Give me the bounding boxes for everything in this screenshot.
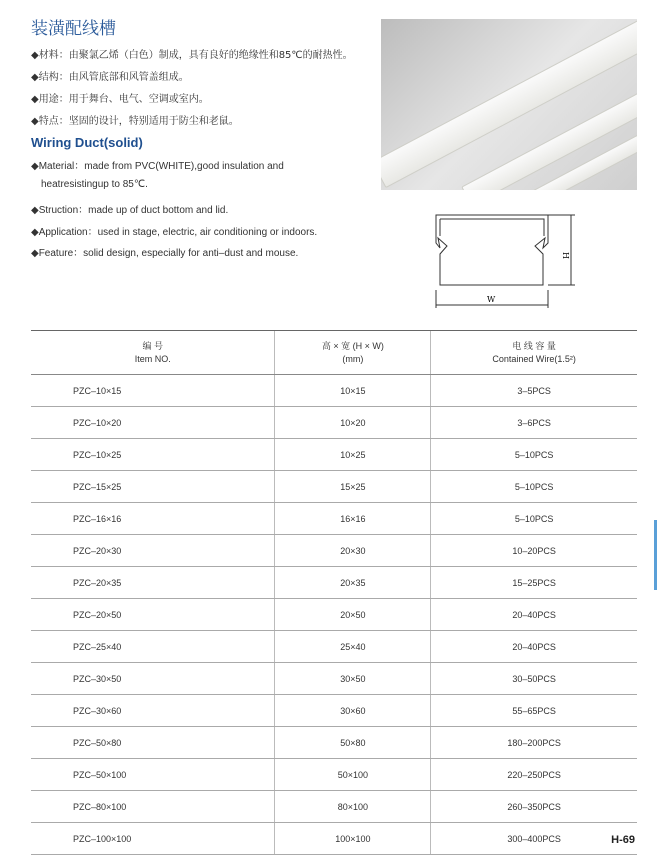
table-row	[31, 759, 637, 791]
cell-item-no: PZC–15×25	[31, 471, 275, 503]
cell-wire: 55–65PCS	[431, 695, 637, 727]
en-feature: ◆Feature：solid design, especially for anti–dust and mouse.	[31, 248, 299, 259]
en-material-cont: heatresistingup to 85℃.	[41, 179, 148, 190]
title-en: Wiring Duct(solid)	[31, 135, 143, 150]
cell-item-no: PZC–20×50	[31, 599, 275, 631]
table-row	[31, 727, 637, 759]
cell-size: 20×35	[275, 567, 431, 599]
header-wire: 电 线 容 量 Contained Wire(1.5²)	[431, 331, 637, 375]
table-row	[31, 407, 637, 439]
cell-wire: 15–25PCS	[431, 567, 637, 599]
table-row	[31, 535, 637, 567]
table-row	[31, 663, 637, 695]
table-row	[31, 599, 637, 631]
cell-size: 10×20	[275, 407, 431, 439]
cell-item-no: PZC–20×35	[31, 567, 275, 599]
cell-wire: 30–50PCS	[431, 663, 637, 695]
cell-item-no: PZC–10×25	[31, 439, 275, 471]
table-row	[31, 567, 637, 599]
cell-size: 20×30	[275, 535, 431, 567]
table-row	[31, 471, 637, 503]
page-number: H-69	[611, 834, 635, 846]
cell-item-no: PZC–50×100	[31, 759, 275, 791]
cell-wire: 5–10PCS	[431, 503, 637, 535]
cell-wire: 5–10PCS	[431, 439, 637, 471]
table-row	[31, 631, 637, 663]
cell-item-no: PZC–80×100	[31, 791, 275, 823]
cn-material: ◆材料：由聚氯乙烯（白色）制成，具有良好的绝缘性和85℃的耐热性。	[31, 50, 353, 61]
cell-wire: 10–20PCS	[431, 535, 637, 567]
cell-wire: 260–350PCS	[431, 791, 637, 823]
en-material: ◆Material：made from PVC(WHITE),good insulation and	[31, 161, 284, 172]
cell-size: 20×50	[275, 599, 431, 631]
height-label: H	[561, 252, 570, 259]
cell-size: 50×80	[275, 727, 431, 759]
cell-item-no: PZC–16×16	[31, 503, 275, 535]
cell-wire: 3–5PCS	[431, 375, 637, 407]
cell-wire: 220–250PCS	[431, 759, 637, 791]
table-row	[31, 823, 637, 855]
header-item-no: 编 号 Item NO.	[31, 331, 275, 375]
cell-item-no: PZC–100×100	[31, 823, 275, 855]
table-row	[31, 503, 637, 535]
cell-size: 16×16	[275, 503, 431, 535]
cell-item-no: PZC–50×80	[31, 727, 275, 759]
cn-application: ◆用途：用于舞台、电气、空调或室内。	[31, 94, 209, 105]
duct-cross-section-diagram	[425, 210, 585, 310]
cn-feature: ◆特点：坚固的设计，特别适用于防尘和老鼠。	[31, 116, 239, 127]
cell-wire: 20–40PCS	[431, 599, 637, 631]
cell-size: 15×25	[275, 471, 431, 503]
cell-item-no: PZC–30×50	[31, 663, 275, 695]
cell-item-no: PZC–25×40	[31, 631, 275, 663]
cell-size: 25×40	[275, 631, 431, 663]
cell-item-no: PZC–20×30	[31, 535, 275, 567]
cell-item-no: PZC–10×20	[31, 407, 275, 439]
cell-size: 30×50	[275, 663, 431, 695]
cell-item-no: PZC–10×15	[31, 375, 275, 407]
product-photo	[381, 19, 637, 190]
title-cn: 装潢配线槽	[31, 19, 116, 39]
en-structure: ◆Struction：made up of duct bottom and lid.	[31, 205, 229, 216]
cell-size: 100×100	[275, 823, 431, 855]
cell-size: 80×100	[275, 791, 431, 823]
table-row	[31, 375, 637, 407]
spec-table	[31, 330, 637, 855]
cell-size: 10×25	[275, 439, 431, 471]
cell-size: 50×100	[275, 759, 431, 791]
cn-structure: ◆结构：由风管底部和风管盖组成。	[31, 72, 189, 83]
width-label: W	[487, 295, 496, 304]
cell-wire: 300–400PCS	[431, 823, 637, 855]
cell-size: 10×15	[275, 375, 431, 407]
header-size: 高 × 宽 (H × W) (mm)	[275, 331, 431, 375]
cell-wire: 180–200PCS	[431, 727, 637, 759]
en-application: ◆Application：used in stage, electric, air conditioning or indoors.	[31, 227, 318, 238]
cell-size: 30×60	[275, 695, 431, 727]
cell-item-no: PZC–30×60	[31, 695, 275, 727]
cell-wire: 5–10PCS	[431, 471, 637, 503]
cell-wire: 3–6PCS	[431, 407, 637, 439]
table-row	[31, 791, 637, 823]
cell-wire: 20–40PCS	[431, 631, 637, 663]
table-row	[31, 695, 637, 727]
table-row	[31, 439, 637, 471]
